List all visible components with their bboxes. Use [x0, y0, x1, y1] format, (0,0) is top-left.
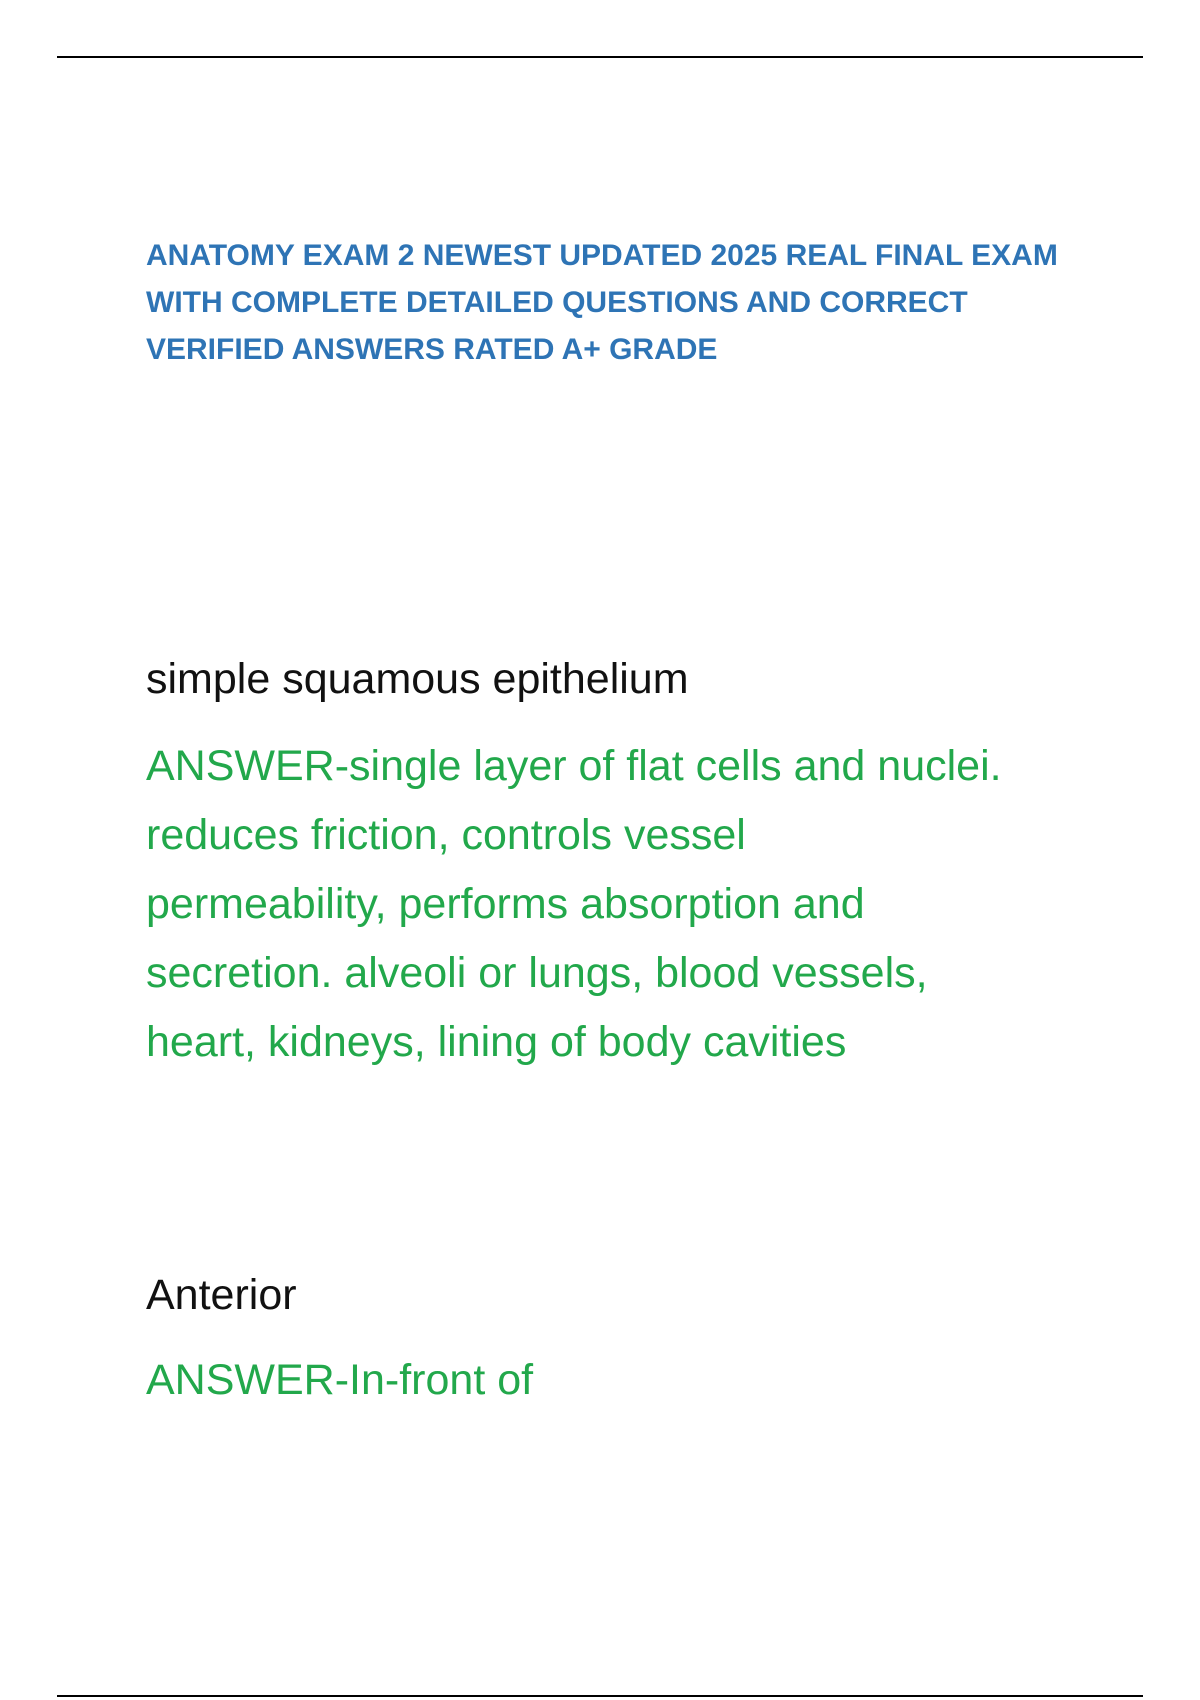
title-line-1: ANATOMY EXAM 2 NEWEST UPDATED 2025 REAL FINAL EXAM: [146, 239, 1058, 272]
title-line-2: WITH COMPLETE DETAILED QUESTIONS AND CORRECT: [146, 286, 968, 319]
qa-item-anterior: [146, 1266, 1106, 1415]
header-rule: [57, 56, 1143, 58]
question-text: simple squamous epithelium: [146, 655, 689, 703]
answer-text: ANSWER-In-front of: [146, 1356, 534, 1404]
footer-rule: [57, 1695, 1143, 1697]
answer-text: ANSWER-single layer of flat cells and nuclei. reduces friction, controls vessel permeability, performs absorption and secretion. alveoli or lungs, blood vessels, heart, kidneys, lining of body cavities: [146, 742, 1002, 1066]
qa-item-simple-squamous: [146, 650, 1106, 1077]
title-line-3: VERIFIED ANSWERS RATED A+ GRADE: [146, 333, 718, 366]
document-title: [146, 232, 1106, 373]
question-text: Anterior: [146, 1271, 297, 1319]
